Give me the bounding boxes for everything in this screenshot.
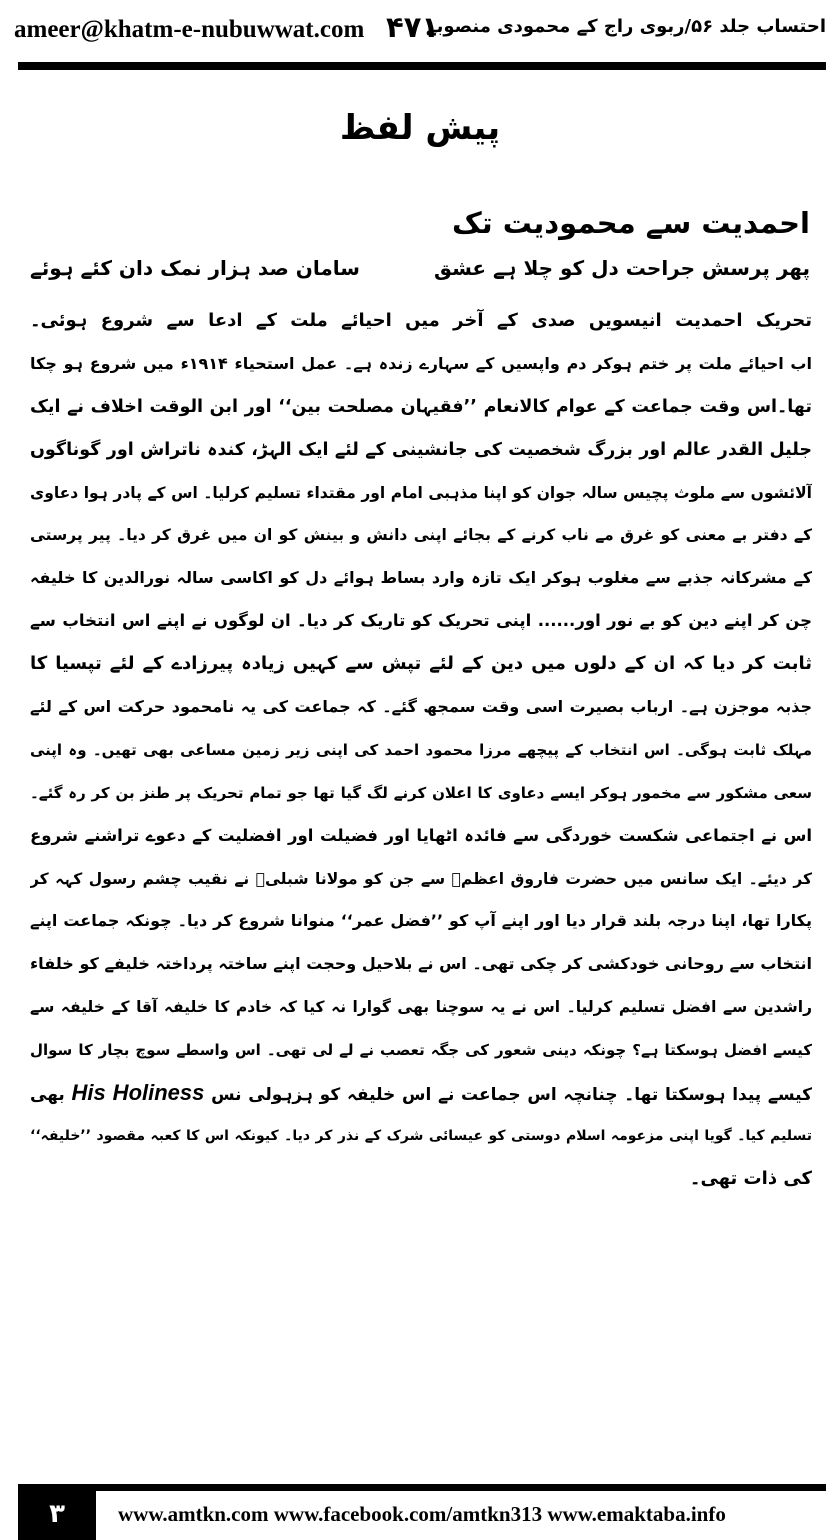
header-series-title: احتساب جلد ۵۶/ربوی راج کے محمودی منصوبے [426, 16, 826, 37]
text-line-part: بھی [30, 1085, 65, 1106]
text-line: آلائشوں سے ملوث پچیس سالہ جوان کو اپنا مذہبی امام اور مقتداء تسلیم کرلیا۔ اس کے پادر ہوا دعاوی [30, 483, 812, 502]
his-holiness-text: His Holiness [71, 1080, 205, 1106]
text-line: مہلک ثابت ہوگی۔ اس انتخاب کے پیچھے مرزا محمود احمد کی اپنی زیر زمین مساعی بھی تھیں۔ وہ اپنی [30, 740, 812, 759]
text-line: کیسے افضل ہوسکتا ہے؟ چونکہ دینی شعور کی جگہ تعصب نے لے لی تھی۔ اس واسطے سوچ بچار کا سوال [30, 1041, 812, 1060]
header-divider [18, 62, 826, 70]
footer-page-number: ۳ [18, 1491, 96, 1540]
section-heading: احمدیت سے محمودیت تک [452, 206, 810, 240]
text-line: تحریک احمدیت انیسویں صدی کے آخر میں احیائے ملت کے ادعا سے شروع ہوئی۔ [30, 310, 812, 331]
body-text [30, 300, 812, 1201]
text-line-part: کیسے پیدا ہوسکتا تھا۔ چنانچہ اس جماعت نے اس خلیفہ کو ہزہولی نس [211, 1085, 812, 1106]
text-line: کے مشرکانہ جذبے سے مغلوب ہوکر ایک تازہ وارد بساط ہوائے دل کو اکاسی سالہ نورالدین کا خلیفہ [30, 568, 812, 588]
text-line: پکارا تھا، اپنا درجہ بلند قرار دیا اور اپنے آپ کو ’’فضل عمر‘‘ منوانا شروع کر دیا۔ چونکہ جماعت اپنے [30, 911, 812, 931]
text-line: کے دفتر بے معنی کو غرق مے ناب کرنے کے بجائے اپنی دانش و بینش کو ان میں غرق کر دیا۔ پیر پرستی [30, 526, 812, 545]
page-title: پیش لفظ [339, 108, 501, 148]
text-line: کی ذات تھی۔ [689, 1167, 812, 1189]
header-email: ameer@khatm-e-nubuwwat.com [14, 16, 365, 43]
text-line: تسلیم کیا۔ گویا اپنی مزعومہ اسلام دوستی کو عیسائی شرک کے نذر کر دیا۔ کیونکہ اس کا کعبہ مقصود ’’خلیفہ‘‘ [30, 1127, 812, 1144]
text-line: تھا۔اس وقت جماعت کے عوام کالانعام ’’فقیہان مصلحت بین‘‘ اور ابن الوقت اخلاف نے ایک [30, 396, 812, 417]
text-line: راشدین سے افضل تسلیم کرلیا۔ اس نے یہ سوچنا بھی گوارا نہ کیا کہ خادم کا خلیفہ آقا کے خلیفہ سے [30, 998, 812, 1017]
text-line: اب احیائے ملت پر ختم ہوکر دم واپسیں کے سہارے زندہ ہے۔ عمل استحیاء ۱۹۱۴ء میں شروع ہو چکا [30, 353, 812, 373]
footer-divider [18, 1484, 826, 1491]
text-line: سعی مشکور سے مخمور ہوکر ایسے دعاوی کا اعلان کرنے لگ گیا تھا جو تمام تحریک پر طنز بن کر رہ گئے۔ [30, 783, 812, 802]
page-header [0, 0, 840, 62]
text-line: چن کر اپنے دین کو بے نور اور...... اپنی تحریک کو تاریک کر دیا۔ ان لوگوں نے اپنے اس انتخاب سے [30, 611, 812, 631]
text-line: انتخاب سے روحانی خودکشی کر چکی تھی۔ اس نے بلاحیل وحجت اپنے ساختہ پرداختہ خلیفے کو خلفاء [30, 954, 812, 974]
header-page-number: ۴۷۱ [386, 10, 440, 44]
verse-first-half: پھر پرسش جراحت دل کو چلا ہے عشق [434, 256, 810, 280]
verse-second-half: سامان صد ہزار نمک دان کئے ہوئے [30, 256, 360, 280]
text-line: جلیل القدر عالم اور بزرگ شخصیت کی جانشینی کے لئے ایک الہڑ، کندہ ناتراش اور گوناگوں [30, 439, 812, 460]
text-line: کر دیئے۔ ایک سانس میں حضرت فاروق اعظمؓ سے جن کو مولانا شبلیؒ نے نقیب چشم رسول کہہ کر [30, 869, 812, 888]
text-line: ثابت کر دیا کہ ان کے دلوں میں دین کے لئے تپش سے کہیں زیادہ پیرزادے کے لئے تپسیا کا [30, 653, 812, 675]
text-line: جذبہ موجزن ہے۔ ارباب بصیرت اسی وقت سمجھ گئے۔ کہ جماعت کی یہ نامحمود حرکت اس کے لئے [30, 697, 812, 717]
footer-links[interactable]: www.amtkn.com www.facebook.com/amtkn313 www.emaktaba.info [118, 1502, 726, 1526]
text-line: اس نے اجتماعی شکست خوردگی سے فائدہ اٹھایا اور فضیلت اور افضلیت کے دعوے تراشنے شروع [30, 825, 812, 845]
text-line-holiness [30, 1072, 812, 1115]
